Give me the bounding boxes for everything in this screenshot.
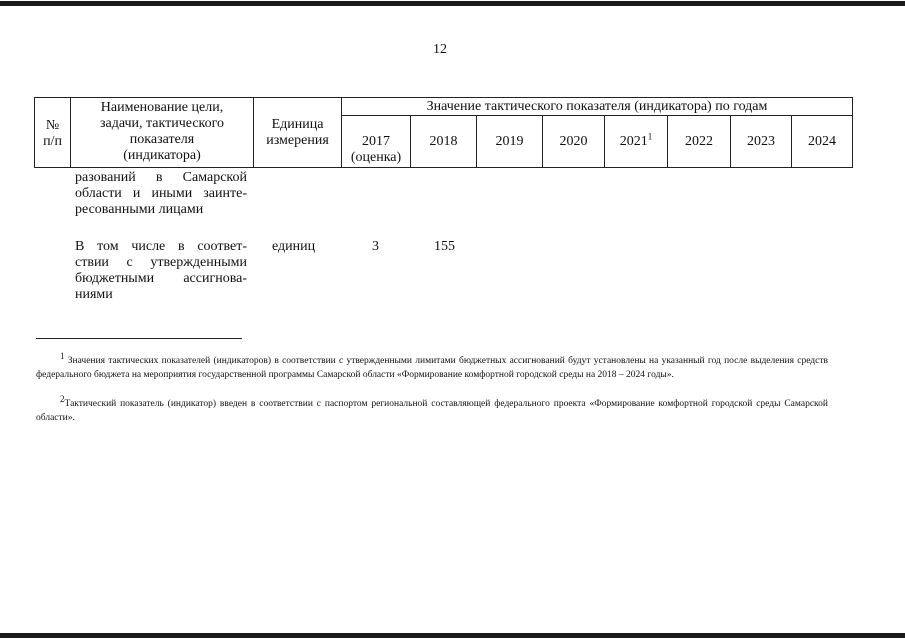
footnote-2-mark: 2 — [60, 393, 65, 404]
years-divider — [341, 115, 853, 116]
year-2017 — [342, 134, 410, 150]
row1-line3: ресованными лицами — [75, 202, 204, 217]
year-2022 — [668, 134, 730, 150]
year-2023 — [731, 134, 791, 150]
header-values-by-year: Значение тактического показателя (индикатора) по годам — [426, 99, 768, 114]
page-number: 12 — [433, 42, 447, 57]
row2-value-2017: 3 — [372, 239, 379, 254]
year-2023-label: 2023 — [747, 134, 775, 149]
year-2020 — [543, 134, 604, 150]
header-goal-name: Наименование цели, задачи, тактического показателя (индикатора) — [99, 100, 225, 163]
year-2021 — [605, 131, 667, 150]
footnote-1 — [36, 350, 828, 382]
row2-line1: В том числе в соответ- — [75, 239, 247, 254]
year-2021-footnote-mark: 1 — [647, 131, 653, 142]
year-2021-label: 2021 — [619, 134, 648, 149]
scan-edge-bottom — [0, 633, 905, 638]
row1-line1: разований в Самарской — [75, 170, 247, 185]
footnote-2 — [36, 393, 828, 425]
footnote-1-mark: 1 — [60, 350, 65, 361]
header-number: № п/п — [43, 118, 62, 149]
table-header — [0, 0, 905, 170]
year-2018 — [411, 134, 476, 150]
footnote-2-text: Тактический показатель (индикатор) введен в соответствии с паспортом региональной составляющей федерального проекта «Формирование комфортной городской среды Самарской области». — [36, 399, 828, 423]
year-2024 — [792, 134, 852, 150]
footnote-1-text: Значения тактических показателей (индикаторов) в соответствии с утвержденными лимитами бюджетных ассигнований будут установлены на указанный год после выделения средств федерального бюджета на мероприятия государственной программы Самарской области «Формирование комфортной городской среды на 2018 – 2024 годы». — [36, 356, 828, 380]
row2-value-2018: 155 — [434, 239, 455, 254]
year-2022-label: 2022 — [685, 134, 713, 149]
year-2019-label: 2019 — [495, 134, 524, 149]
footnote-separator — [36, 338, 242, 339]
row1-line2: области и иными заинте- — [75, 186, 247, 201]
row2-unit: единиц — [272, 239, 316, 254]
year-2018-label: 2018 — [429, 134, 458, 149]
year-2017-label: 2017 — [362, 134, 390, 149]
year-2024-label: 2024 — [808, 134, 836, 149]
header-top-border — [34, 97, 853, 98]
row2-line4: ниями — [75, 287, 113, 302]
year-2017-note: (оценка) — [350, 150, 402, 165]
header-unit: Единица измерения — [266, 117, 329, 148]
row2-line3: бюджетными ассигнова- — [75, 271, 247, 286]
year-2019 — [477, 134, 542, 150]
year-2020-label: 2020 — [559, 134, 588, 149]
table-right-border — [852, 97, 853, 168]
row2-line2: ствии с утвержденными — [75, 255, 247, 270]
